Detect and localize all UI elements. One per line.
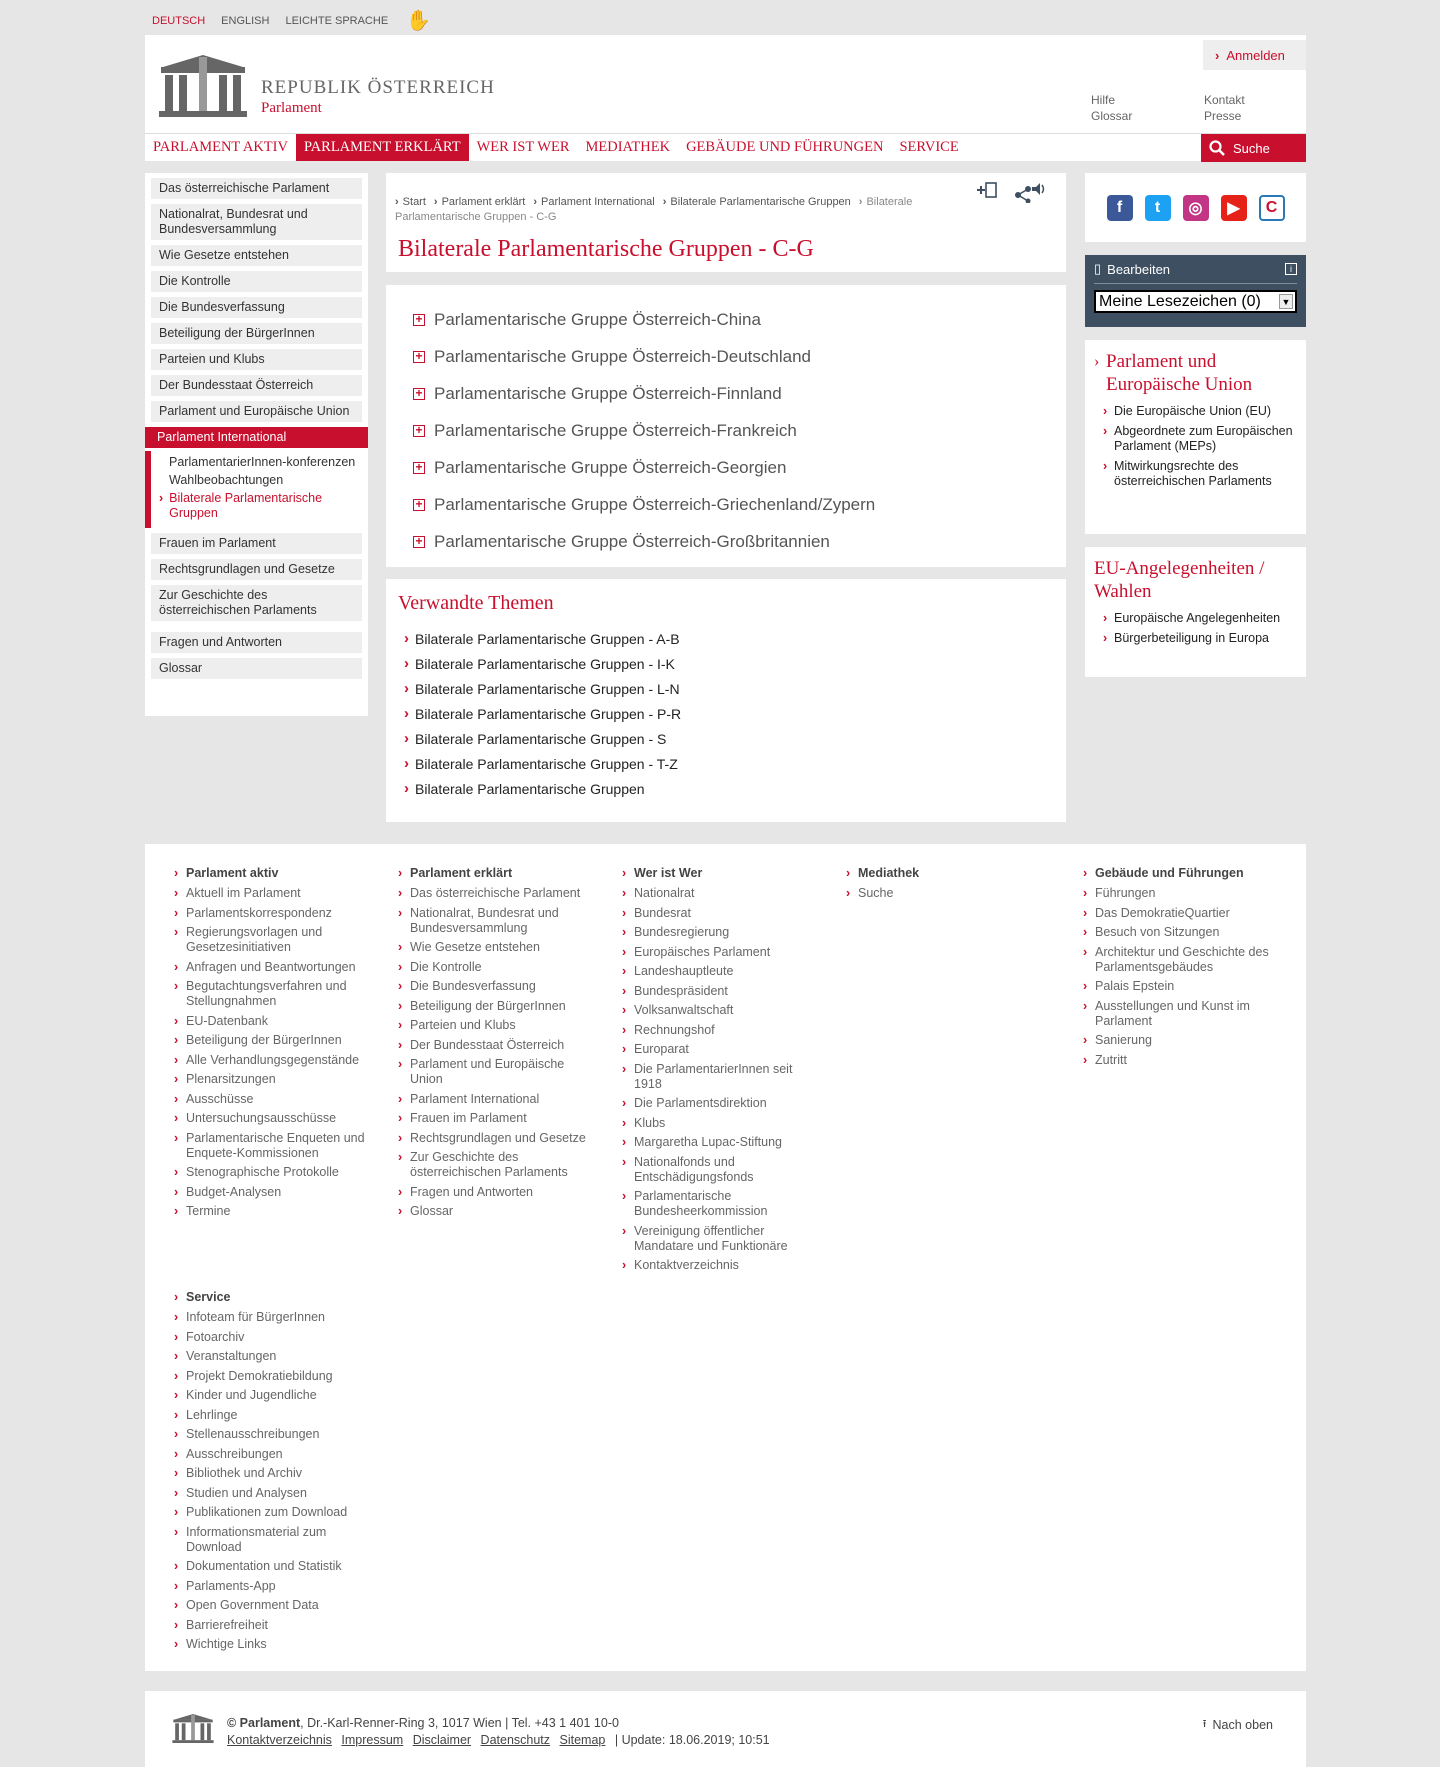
sidebar-item[interactable]: Die Bundesverfassung [151,297,362,318]
group-label: Parlamentarische Gruppe Österreich-Großbritannien [434,531,830,551]
footer-link-kontakt[interactable]: Kontaktverzeichnis [227,1733,332,1747]
footer-link[interactable]: › Infoteam für BürgerInnen [174,1310,374,1325]
header-links-contact [1204,92,1245,124]
search-button[interactable] [1201,134,1306,162]
header-links-help [1091,92,1132,124]
related-link[interactable]: › Bilaterale Parlamentarische Gruppen - T-Z [398,751,1054,776]
eu2-box [1085,547,1306,677]
sign-language-icon[interactable]: ✋ [406,10,432,32]
group-label: Parlamentarische Gruppe Österreich-Griechenland/Zypern [434,494,876,514]
search-label: Suche [1233,140,1270,156]
help-link[interactable]: Hilfe [1091,93,1116,107]
footer-link[interactable]: › Europarat [622,1042,822,1057]
footer-link[interactable]: › Barrierefreiheit [174,1618,374,1633]
footer-link[interactable]: › Studien und Analysen [174,1486,374,1501]
group-label: Parlamentarische Gruppe Österreich-China [434,309,761,329]
bookmark-icon: ▯ [1094,261,1102,276]
page-title: Bilaterale Parlamentarische Gruppen - C-G [398,236,814,262]
sidebar-item[interactable]: Zur Geschichte des österreichischen Parlaments [151,585,362,621]
footer-col-wer-ist-wer [622,866,822,1278]
logo-subtitle: Parlament [261,100,322,116]
footer-col-title[interactable]: › Service [174,1290,374,1304]
nav-wer-ist-wer[interactable]: WER IST WER [476,139,570,155]
footer-link[interactable]: › Projekt Demokratiebildung [174,1369,374,1384]
sidebar-item[interactable]: Das österreichische Parlament [151,178,362,199]
main-nav [145,133,1306,161]
eu-box-link[interactable]: › Mitwirkungsrechte des österreichischen Parlaments [1094,459,1297,489]
bookmark-add-icon[interactable] [976,181,998,199]
footer-col-mediathek [846,866,1046,906]
group-label: Parlamentarische Gruppe Österreich-Deutschland [434,346,812,366]
footer-link[interactable]: › Parlamentarische Enqueten und Enquete-Kommissionen [174,1131,374,1161]
footer-link[interactable]: › Parteien und Klubs [398,1018,598,1033]
footer-link[interactable]: › Publikationen zum Download [174,1505,374,1520]
footer-link[interactable]: › Wie Gesetze entstehen [398,940,598,955]
twitter-icon[interactable]: t [1145,195,1171,221]
sidebar-subitem[interactable]: Wahlbeobachtungen [169,473,284,487]
footer-link[interactable]: › Beteiligung der BürgerInnen [174,1033,374,1048]
dropdown-arrow-icon: ▼ [1279,294,1293,309]
site-footer [145,1691,1306,1767]
bookmark-panel [1085,255,1306,327]
eu-box-link[interactable]: › Die Europäische Union (EU) [1094,404,1297,419]
eu-box-link[interactable]: › Abgeordnete zum Europäischen Parlament (MEPs) [1094,424,1297,454]
footer-link[interactable]: › Parlamentskorrespondenz [174,906,374,921]
page-tools [976,181,1048,203]
footer-link[interactable]: › Glossar [398,1204,598,1219]
sidebar-item[interactable]: Parteien und Klubs [151,349,362,370]
sidebar-subitem[interactable]: ParlamentarierInnen-konferenzen [169,455,356,469]
group-label: Parlamentarische Gruppe Österreich-Georgien [434,457,787,477]
related-link[interactable]: › Bilaterale Parlamentarische Gruppen - L-N [398,676,1054,701]
footer-link[interactable]: › Untersuchungsausschüsse [174,1111,374,1126]
footer-link[interactable]: › Die Bundesverfassung [398,979,598,994]
breadcrumb-current: › Bilaterale Parlamentarische Gruppen - C-G [395,196,912,223]
footer-link[interactable]: › Ausschüsse [174,1092,374,1107]
footer-link[interactable]: › Bibliothek und Archiv [174,1466,374,1481]
footer-col-gebaeude [1083,866,1283,1072]
back-to-top-button[interactable] [1203,1715,1273,1734]
left-sidebar [145,173,368,716]
group-row[interactable] [413,412,1066,449]
sidebar-submenu [145,451,368,528]
group-label: Parlamentarische Gruppe Österreich-Frankreich [434,420,797,440]
expand-icon: + [413,536,425,548]
footer-col-parlament-erklaert [398,866,598,1224]
sidebar-item[interactable]: Parlament und Europäische Union [151,401,362,422]
sidebar-item-active[interactable]: Parlament International [145,427,368,448]
site-logo[interactable] [159,53,495,117]
footer-link[interactable]: › Informationsmaterial zum Download [174,1525,374,1555]
lang-deutsch[interactable]: DEUTSCH [152,15,206,27]
back-to-top-label: Nach oben [1212,1717,1273,1732]
expand-icon: + [413,425,425,437]
footer-col-parlament-aktiv [174,866,374,1224]
footer-link[interactable]: › Die ParlamentarierInnen seit 1918 [622,1062,822,1092]
footer-link[interactable]: › Fotoarchiv [174,1330,374,1345]
related-link[interactable]: › Bilaterale Parlamentarische Gruppen - I-K [398,651,1054,676]
podcast-icon[interactable]: C [1259,195,1285,221]
lang-english[interactable]: ENGLISH [221,15,270,27]
bookmark-select-value: Meine Lesezeichen (0) [1099,292,1261,310]
eu2-box-title: EU-Angelegenheiten / Wahlen [1094,558,1265,602]
expand-icon: + [413,462,425,474]
footer-address: , Dr.-Karl-Renner-Ring 3, 1017 Wien | Tel. +43 1 401 10-0 [300,1716,619,1730]
facebook-icon[interactable]: f [1107,195,1133,221]
footer-link-impressum[interactable]: Impressum [341,1733,404,1747]
footer-link[interactable]: › Frauen im Parlament [398,1111,598,1126]
group-row[interactable] [413,523,1066,560]
footer-link[interactable]: › Volksanwaltschaft [622,1003,822,1018]
nav-parlament-erklaert[interactable]: PARLAMENT ERKLÄRT [296,134,469,161]
sidebar-item[interactable]: Fragen und Antworten [151,632,362,653]
social-links [1085,173,1306,242]
footer-col-title[interactable]: › Mediathek [846,866,1046,880]
footer-link[interactable]: › Architektur und Geschichte des Parlamentsgebäudes [1083,945,1283,975]
nav-service[interactable]: SERVICE [899,139,959,155]
footer-col-title[interactable]: › Parlament aktiv [174,866,374,880]
footer-col-title[interactable]: › Wer ist Wer [622,866,822,880]
sidebar-current-label: › Bilaterale Parlamentarische Gruppen [169,491,323,520]
footer-link[interactable]: › Margaretha Lupac-Stiftung [622,1135,822,1150]
bookmark-select[interactable] [1094,290,1297,313]
footer-link[interactable]: › Besuch von Sitzungen [1083,925,1283,940]
breadcrumb-item[interactable]: › Parlament International [533,196,654,208]
footer-link[interactable]: › Parlament und Europäische Union [398,1057,598,1087]
sidebar-item[interactable]: Frauen im Parlament [151,533,362,554]
footer-link[interactable]: › Zur Geschichte des österreichischen Parlaments [398,1150,598,1180]
footer-link[interactable]: › Zutritt [1083,1053,1283,1068]
group-row[interactable] [413,375,1066,412]
footer-link[interactable]: › Wichtige Links [174,1637,374,1652]
lang-easy[interactable]: LEICHTE SPRACHE [285,15,389,27]
footer-link[interactable]: › Fragen und Antworten [398,1185,598,1200]
footer-link[interactable]: › Kontaktverzeichnis [622,1258,822,1273]
footer-sitemap [145,844,1306,1671]
footer-link-datenschutz[interactable]: Datenschutz [480,1733,551,1747]
sidebar-item[interactable]: Wie Gesetze entstehen [151,245,362,266]
youtube-icon[interactable]: ▶ [1221,195,1247,221]
groups-list [386,285,1066,567]
related-title: Verwandte Themen [398,592,554,614]
footer-link[interactable]: › Bundesregierung [622,925,822,940]
sidebar-item[interactable]: Beteiligung der BürgerInnen [151,323,362,344]
group-row[interactable] [413,301,1066,338]
bookmark-title: Bearbeiten [1107,261,1171,277]
footer-link[interactable]: › Klubs [622,1116,822,1131]
footer-link[interactable]: › Stenographische Protokolle [174,1165,374,1180]
footer-link[interactable]: › Nationalfonds und Entschädigungsfonds [622,1155,822,1185]
footer-link[interactable]: › Sanierung [1083,1033,1283,1048]
footer-link[interactable]: › Führungen [1083,886,1283,901]
footer-link[interactable]: › Das österreichische Parlament [398,886,598,901]
expand-icon: + [413,388,425,400]
group-row[interactable] [413,338,1066,375]
footer-copyright: © Parlament [227,1716,301,1730]
footer-link[interactable]: › Ausstellungen und Kunst im Parlament [1083,999,1283,1029]
glossary-link[interactable]: Glossar [1091,109,1133,123]
eu2-box-link[interactable]: › Bürgerbeteiligung in Europa [1094,631,1297,646]
footer-link[interactable]: › Parlaments-App [174,1579,374,1594]
related-link[interactable]: › Bilaterale Parlamentarische Gruppen - P-R [398,701,1054,726]
footer-link[interactable]: › Vereinigung öffentlicher Mandatare und Funktionäre [622,1224,822,1254]
group-row[interactable] [413,449,1066,486]
parliament-building-icon [159,53,247,117]
expand-icon: + [413,351,425,363]
sidebar-item[interactable]: Der Bundesstaat Österreich [151,375,362,396]
sidebar-item[interactable]: Rechtsgrundlagen und Gesetze [151,559,362,580]
arrow-up-icon: ⭱ [1202,1718,1207,1730]
footer-link[interactable]: › Parlamentarische Bundesheerkommission [622,1189,822,1219]
footer-link[interactable]: › Palais Epstein [1083,979,1283,994]
footer-link[interactable]: › Budget-Analysen [174,1185,374,1200]
sidebar-item[interactable]: Glossar [151,658,362,679]
group-row[interactable] [413,486,1066,523]
footer-link[interactable]: › Suche [846,886,1046,901]
footer-link[interactable]: › Dokumentation und Statistik [174,1559,374,1574]
footer-link[interactable]: › Begutachtungsverfahren und Stellungnahmen [174,979,374,1009]
breadcrumb-item[interactable]: › Bilaterale Parlamentarische Gruppen [663,196,851,208]
sidebar-subitem-current[interactable] [159,491,360,521]
footer-link[interactable]: › Europäisches Parlament [622,945,822,960]
footer-link[interactable]: › Aktuell im Parlament [174,886,374,901]
footer-link[interactable]: › Die Parlamentsdirektion [622,1096,822,1111]
footer-link[interactable]: › Bundespräsident [622,984,822,999]
share-icon[interactable] [1014,181,1048,203]
login-button[interactable]: › Anmelden [1203,40,1306,70]
parliament-small-icon [171,1713,215,1743]
footer-link[interactable]: › Lehrlinge [174,1408,374,1423]
footer-col-title[interactable]: › Gebäude und Führungen [1083,866,1283,880]
footer-link[interactable]: › Termine [174,1204,374,1219]
footer-link[interactable]: › Ausschreibungen [174,1447,374,1462]
footer-link[interactable]: › Anfragen und Beantwortungen [174,960,374,975]
related-topics [386,579,1066,822]
expand-icon: + [413,314,425,326]
contact-link[interactable]: Kontakt [1204,93,1245,107]
footer-link[interactable]: › Nationalrat, Bundesrat und Bundesversammlung [398,906,598,936]
related-link[interactable]: › Bilaterale Parlamentarische Gruppen [398,776,1054,801]
footer-link[interactable]: › Bundesrat [622,906,822,921]
footer-link[interactable]: › Kinder und Jugendliche [174,1388,374,1403]
instagram-icon[interactable]: ◎ [1183,195,1209,221]
footer-link[interactable]: › Beteiligung der BürgerInnen [398,999,598,1014]
footer-link[interactable]: › Nationalrat [622,886,822,901]
title-box [386,173,1066,272]
footer-update: | Update: 18.06.2019; 10:51 [614,1733,770,1747]
footer-col-title[interactable]: › Parlament erklärt [398,866,598,880]
eu-box-title[interactable]: › Parlament und Europäische Union [1094,351,1253,395]
footer-col-service [174,1290,374,1657]
footer-link[interactable]: › Das DemokratieQuartier [1083,906,1283,921]
footer-link[interactable]: › EU-Datenbank [174,1014,374,1029]
nav-parlament-aktiv[interactable]: PARLAMENT AKTIV [153,139,288,155]
footer-link[interactable]: › Open Government Data [174,1598,374,1613]
footer-link-sitemap[interactable]: Sitemap [559,1733,606,1747]
nav-gebaeude[interactable]: GEBÄUDE UND FÜHRUNGEN [686,139,884,155]
press-link[interactable]: Presse [1204,109,1242,123]
language-bar [152,10,432,32]
breadcrumb-item[interactable]: › Parlament erklärt [434,196,525,208]
group-label: Parlamentarische Gruppe Österreich-Finnland [434,383,782,403]
footer-info [227,1715,770,1749]
nav-mediathek[interactable]: MEDIATHEK [585,139,671,155]
footer-link[interactable]: › Landeshauptleute [622,964,822,979]
footer-link[interactable]: › Parlament International [398,1092,598,1107]
footer-link-disclaimer[interactable]: Disclaimer [412,1733,472,1747]
footer-link[interactable]: › Rechnungshof [622,1023,822,1038]
sidebar-item[interactable]: Nationalrat, Bundesrat und Bundesversammlung [151,204,362,240]
related-link[interactable]: › Bilaterale Parlamentarische Gruppen - A-B [398,626,1054,651]
expand-icon: + [413,499,425,511]
footer-link[interactable]: › Die Kontrolle [398,960,598,975]
sidebar-item[interactable]: Die Kontrolle [151,271,362,292]
footer-link[interactable]: › Plenarsitzungen [174,1072,374,1087]
eu-box [1085,340,1306,534]
footer-link[interactable]: › Rechtsgrundlagen und Gesetze [398,1131,598,1146]
footer-link[interactable]: › Alle Verhandlungsgegenstände [174,1053,374,1068]
logo-title: REPUBLIK ÖSTERREICH [261,77,495,98]
eu2-box-link[interactable]: › Europäische Angelegenheiten [1094,611,1297,626]
info-icon[interactable]: i [1285,263,1297,275]
related-link[interactable]: › Bilaterale Parlamentarische Gruppen - S [398,726,1054,751]
breadcrumb-item[interactable]: › Start [395,196,426,208]
footer-link[interactable]: › Veranstaltungen [174,1349,374,1364]
footer-link[interactable]: › Stellenausschreibungen [174,1427,374,1442]
footer-link[interactable]: › Regierungsvorlagen und Gesetzesinitiativen [174,925,374,955]
footer-link[interactable]: › Der Bundesstaat Österreich [398,1038,598,1053]
site-header [145,35,1306,133]
breadcrumb [395,195,915,225]
search-icon [1209,140,1225,156]
